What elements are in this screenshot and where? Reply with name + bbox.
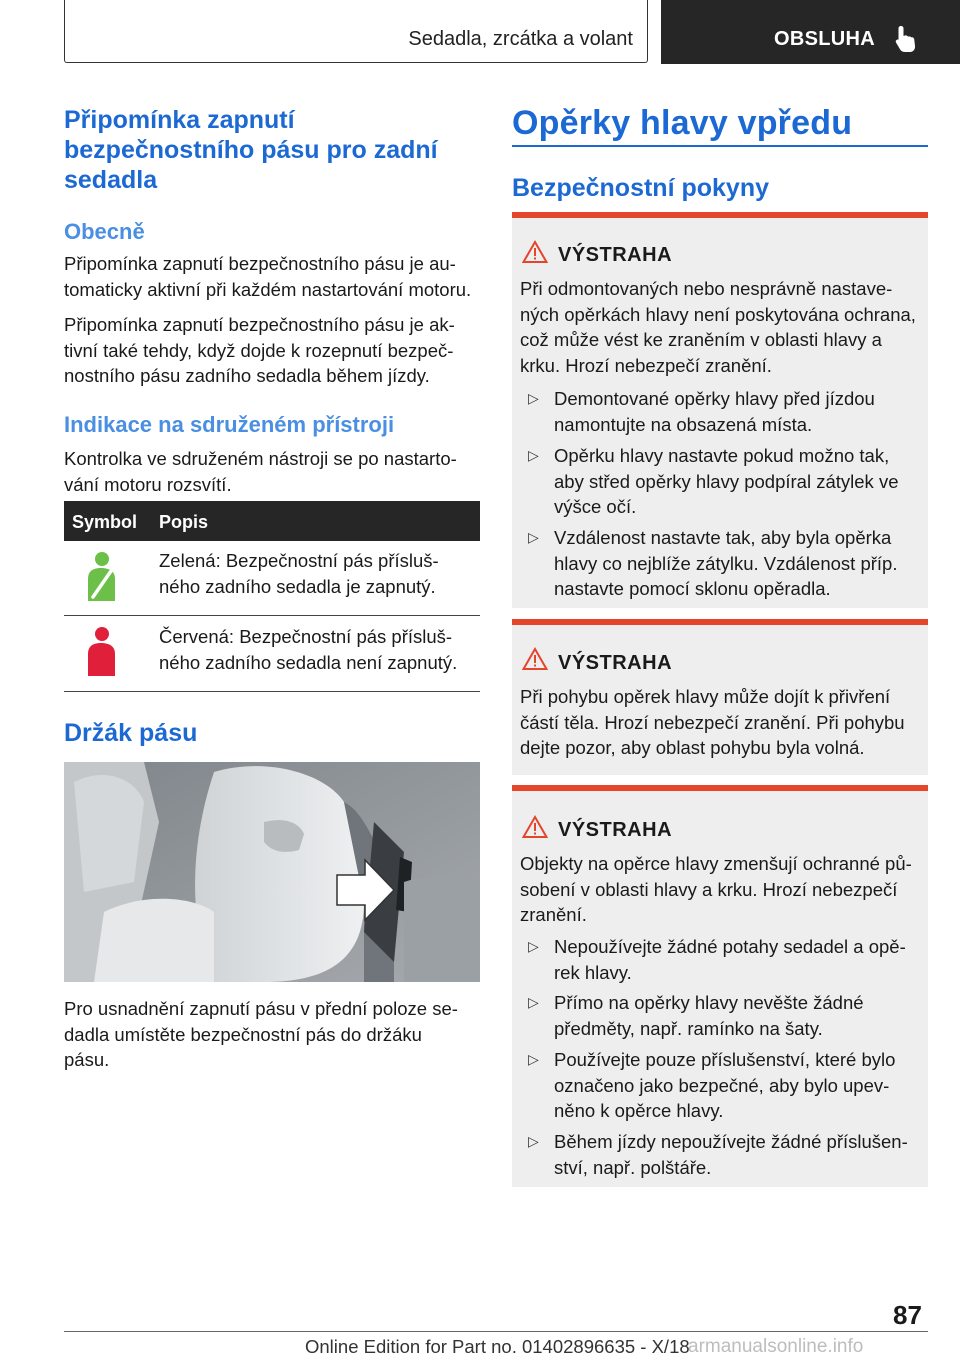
- bullet-triangle-icon: ▷: [528, 1133, 539, 1149]
- list-item: [554, 934, 922, 985]
- text-line: Nepoužívejte žádné potahy sedadel a opě‐: [554, 936, 906, 957]
- bullet-triangle-icon: ▷: [528, 447, 539, 463]
- column-header-description: Popis: [159, 512, 209, 532]
- list-item: [554, 525, 922, 602]
- text-line: Objekty na opěrce hlavy zmenšují ochranné pů‐: [520, 853, 912, 874]
- text-line: dejte pozor, aby oblast pohybu byla volná.: [520, 737, 865, 758]
- text-line: nostního pásu zadního sedadla během jízdy.: [64, 365, 430, 386]
- chapter-tab: [661, 0, 960, 64]
- bullet-triangle-icon: ▷: [528, 938, 539, 954]
- belt-holder-photo: [64, 762, 480, 982]
- warning-triangle-icon: [522, 815, 548, 839]
- bullet-triangle-icon: ▷: [528, 1051, 539, 1067]
- text-line: Opěrku hlavy nastavte pokud možno tak,: [554, 445, 890, 466]
- pointing-hand-icon: [893, 24, 919, 54]
- text-line: ství, např. polštáře.: [554, 1156, 712, 1178]
- list-item: [554, 1129, 922, 1180]
- symbol-table: [64, 501, 480, 692]
- text-line: Používejte pouze příslušenství, které bylo: [554, 1049, 896, 1070]
- list-item: [554, 990, 922, 1041]
- text-line: Zelená: Bezpečnostní pás přísluš‐: [159, 550, 439, 571]
- text-line: ného zadního sedadla není zapnutý.: [159, 651, 458, 673]
- footer-divider: [64, 1331, 928, 1332]
- text-line: tomaticky aktivní při každém nastartování motoru.: [64, 278, 472, 300]
- text-line: Připomínka zapnutí bezpečnostního pásu je ak‐: [64, 314, 455, 335]
- head-restraints-title: Opěrky hlavy vpředu: [512, 104, 853, 142]
- general-paragraph-1: [64, 251, 484, 302]
- text-line: sobení v oblasti hlavy a krku. Hrozí nebezpečí: [520, 878, 898, 900]
- bullet-triangle-icon: ▷: [528, 390, 539, 406]
- seat-illustration: [64, 762, 480, 982]
- general-paragraph-2: [64, 312, 484, 389]
- bullet-triangle-icon: ▷: [528, 994, 539, 1010]
- page-number: 87: [893, 1300, 922, 1330]
- warning-box: [512, 619, 928, 775]
- text-line: výšce očí.: [554, 496, 637, 517]
- row-description: [159, 548, 439, 599]
- text-line: nastavte pomocí sklonu opěradla.: [554, 578, 831, 599]
- text-line: hlavy co nejblíže zátylku. Vzdálenost příp.: [554, 552, 898, 574]
- table-header: [64, 501, 480, 541]
- title-line: bezpečnostního pásu pro zadní: [64, 136, 438, 164]
- text-line: Červená: Bezpečnostní pás přísluš‐: [159, 626, 453, 647]
- instrument-cluster-heading: Indikace na sdruženém přístroji: [64, 412, 395, 437]
- text-line: vání motoru rozsvítí.: [64, 473, 232, 495]
- title-line: Připomínka zapnutí: [64, 106, 295, 134]
- title-divider: [512, 145, 928, 147]
- bullet-triangle-icon: ▷: [528, 529, 539, 545]
- warning-box: [512, 212, 928, 608]
- seatbelt-reminder-title: [64, 105, 438, 195]
- list-item: [554, 386, 922, 437]
- warning-text: [520, 276, 924, 378]
- text-line: Vzdálenost nastavte tak, aby byla opěrka: [554, 527, 892, 548]
- text-line: rek hlavy.: [554, 961, 632, 983]
- edition-note: Online Edition for Part no. 01402896635 - X/18: [305, 1336, 690, 1357]
- text-line: pásu.: [64, 1049, 110, 1070]
- text-line: částí těla. Hrozí nebezpečí zranění. Při pohybu: [520, 711, 905, 733]
- belt-holder-caption: [64, 996, 484, 1073]
- text-line: Při pohybu opěrek hlavy může dojít k přivření: [520, 686, 891, 707]
- table-row: [64, 616, 480, 692]
- warning-triangle-icon: [522, 647, 548, 671]
- text-line: něno k opěrce hlavy.: [554, 1100, 724, 1121]
- belt-holder-heading: Držák pásu: [64, 719, 198, 747]
- text-line: tivní také tehdy, když dojde k rozepnutí bezpeč‐: [64, 339, 454, 361]
- text-line: Kontrolka ve sdruženém nástroji se po nastarto‐: [64, 448, 457, 469]
- text-line: Během jízdy nepoužívejte žádné příslušen‐: [554, 1131, 908, 1152]
- warning-text: [520, 684, 924, 761]
- warning-text: [520, 851, 924, 928]
- safety-notes-heading: Bezpečnostní pokyny: [512, 174, 769, 202]
- text-line: namontujte na obsazená místa.: [554, 413, 813, 435]
- text-line: Demontované opěrky hlavy před jízdou: [554, 388, 875, 409]
- general-heading: Obecně: [64, 219, 145, 244]
- text-line: dadla umístěte bezpečnostní pás do držáku: [64, 1023, 422, 1045]
- text-line: což může vést ke zraněním v oblasti hlavy a: [520, 329, 882, 350]
- warning-box: [512, 785, 928, 1187]
- text-line: zranění.: [520, 904, 587, 925]
- table-row: [64, 541, 480, 616]
- page-header: [64, 0, 960, 64]
- warning-triangle-icon: [522, 240, 548, 264]
- text-line: předměty, např. ramínko na šaty.: [554, 1017, 823, 1039]
- row-description: [159, 624, 457, 675]
- seatbelt-red-icon: [85, 626, 117, 678]
- section-title: Sedadla, zrcátka a volant: [408, 28, 633, 50]
- title-line: sedadla: [64, 166, 158, 194]
- chapter-tab-label: OBSLUHA: [774, 28, 875, 50]
- warning-title: VÝSTRAHA: [558, 244, 673, 266]
- text-line: označeno jako bezpečné, aby bylo upev‐: [554, 1074, 890, 1096]
- text-line: Pro usnadnění zapnutí pásu v přední poloze se‐: [64, 998, 458, 1019]
- text-line: Přímo na opěrky hlavy nevěšte žádné: [554, 992, 864, 1013]
- text-line: ných opěrkách hlavy není poskytována ochrana,: [520, 303, 916, 325]
- text-line: krku. Hrozí nebezpečí zranění.: [520, 354, 772, 376]
- text-line: Při odmontovaných nebo nesprávně nastave‐: [520, 278, 893, 299]
- seatbelt-green-icon: [85, 551, 117, 603]
- column-header-symbol: Symbol: [72, 512, 138, 532]
- watermark-logo: armanualsonline.info: [688, 1336, 864, 1357]
- warning-title: VÝSTRAHA: [558, 652, 673, 674]
- text-line: aby střed opěrky hlavy podpíral zátylek ve: [554, 470, 899, 492]
- text-line: ného zadního sedadla je zapnutý.: [159, 575, 436, 597]
- list-item: [554, 1047, 922, 1124]
- text-line: Připomínka zapnutí bezpečnostního pásu je au‐: [64, 253, 456, 274]
- list-item: [554, 443, 922, 520]
- warning-title: VÝSTRAHA: [558, 819, 673, 841]
- instrument-cluster-paragraph: [64, 446, 484, 497]
- section-header-box: [64, 0, 648, 63]
